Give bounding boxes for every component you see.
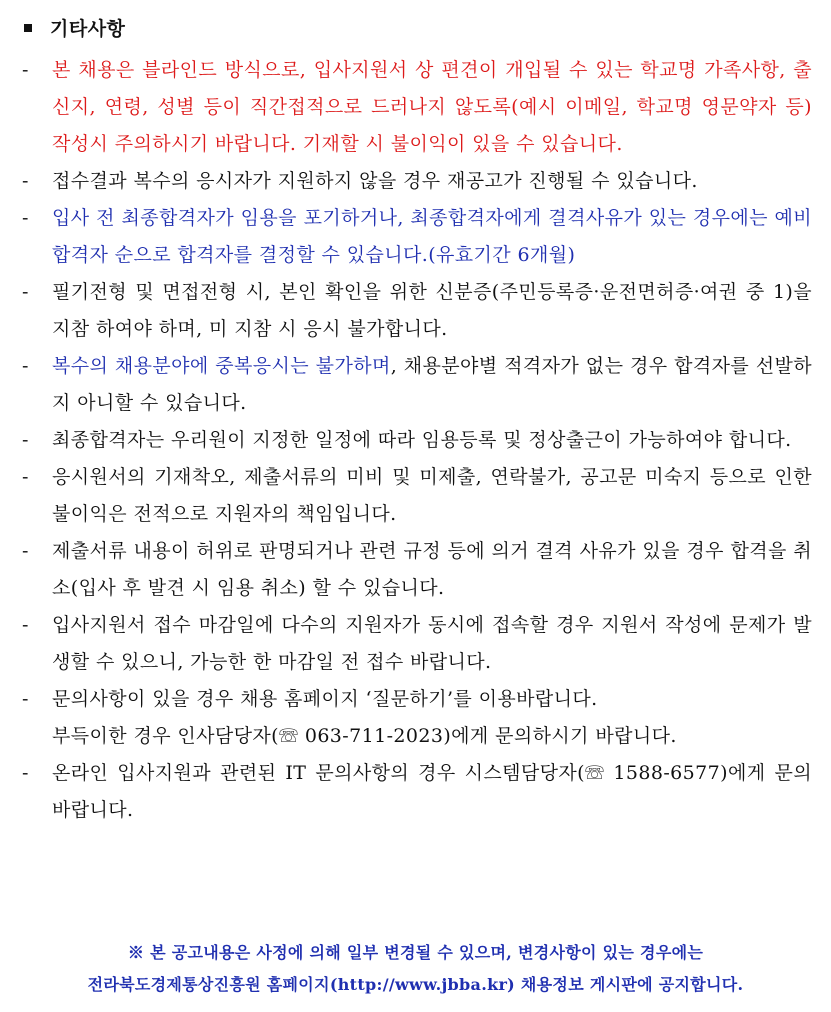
dash-marker: - [22,540,29,562]
dash-marker: - [22,170,29,192]
list-item [22,163,812,200]
list-item [22,52,812,163]
item-text: 본 채용은 블라인드 방식으로, 입사지원서 상 편견이 개입될 수 있는 학교명 가족사항, 출신지, 연령, 성별 등이 직간접적으로 드러나지 않도록(예시 이메일, 학교명 영문약자 등) 작성시 주의하시기 바랍니다. 기재할 시 불이익이 있을 수 있습니다. [52,59,812,155]
item-text [52,681,812,755]
dash-marker: - [22,281,29,303]
dash-marker: - [22,688,29,710]
item-text: 입사지원서 접수 마감일에 다수의 지원자가 동시에 접속할 경우 지원서 작성에 문제가 발생할 수 있으니, 가능한 한 마감일 전 접수 바랍니다. [52,614,812,673]
list-item [22,348,812,422]
list-item [22,607,812,681]
list-item [22,200,812,274]
notice-line: ※ 본 공고내용은 사정에 의해 일부 변경될 수 있으며, 변경사항이 있는 경우에는 [127,943,704,962]
dash-marker: - [22,355,29,377]
dash-marker: - [22,429,29,451]
highlighted-text: 복수의 채용분야에 중복응시는 불가하며 [52,355,391,377]
list-item [22,422,812,459]
dash-marker: - [22,614,29,636]
section-heading [16,14,125,41]
dash-marker: - [22,466,29,488]
item-line: 문의사항이 있을 경우 채용 홈페이지 ‘질문하기’를 이용바랍니다. [52,688,598,710]
item-text: 응시원서의 기재착오, 제출서류의 미비 및 미제출, 연락불가, 공고문 미숙지 등으로 인한 불이익은 전적으로 지원자의 책임입니다. [52,466,812,525]
section-title: 기타사항 [50,18,126,40]
list-item [22,459,812,533]
item-text: 필기전형 및 면접전형 시, 본인 확인을 위한 신분증(주민등록증·운전면허증·여권 중 1)을 지참 하여야 하며, 미 지참 시 응시 불가합니다. [52,281,812,340]
dash-marker: - [22,207,29,229]
item-line: 부득이한 경우 인사담당자(☏ 063-711-2023)에게 문의하시기 바랍니다. [52,725,677,747]
list-item [22,274,812,348]
item-text [52,348,812,422]
notes-list [22,52,812,829]
item-text: 온라인 입사지원과 관련된 IT 문의사항의 경우 시스템담당자(☏ 1588-6577)에게 문의 바랍니다. [52,762,812,821]
item-text: 접수결과 복수의 응시자가 지원하지 않을 경우 재공고가 진행될 수 있습니다. [52,170,698,192]
list-item [22,755,812,829]
item-text: 제출서류 내용이 허위로 판명되거나 관련 규정 등에 의거 결격 사유가 있을 경우 합격을 취소(입사 후 발견 시 임용 취소) 할 수 있습니다. [52,540,812,599]
item-text-rest: , 채용분야별 적격자가 없는 경우 합격자를 선발하지 아니할 수 있습니다. [52,355,812,414]
list-item [22,681,812,755]
dash-marker: - [22,762,29,784]
item-text: 최종합격자는 우리원이 지정한 일정에 따라 임용등록 및 정상출근이 가능하여야 합니다. [52,429,792,451]
square-bullet-icon [24,24,32,32]
list-item [22,533,812,607]
item-text: 입사 전 최종합격자가 임용을 포기하거나, 최종합격자에게 결격사유가 있는 경우에는 예비합격자 순으로 합격자를 결정할 수 있습니다.(유효기간 6개월) [52,207,812,266]
dash-marker: - [22,59,29,81]
notice-line: 전라북도경제통상진흥원 홈페이지(http://www.jbba.kr) 채용정보 게시판에 공지합니다. [87,975,744,994]
